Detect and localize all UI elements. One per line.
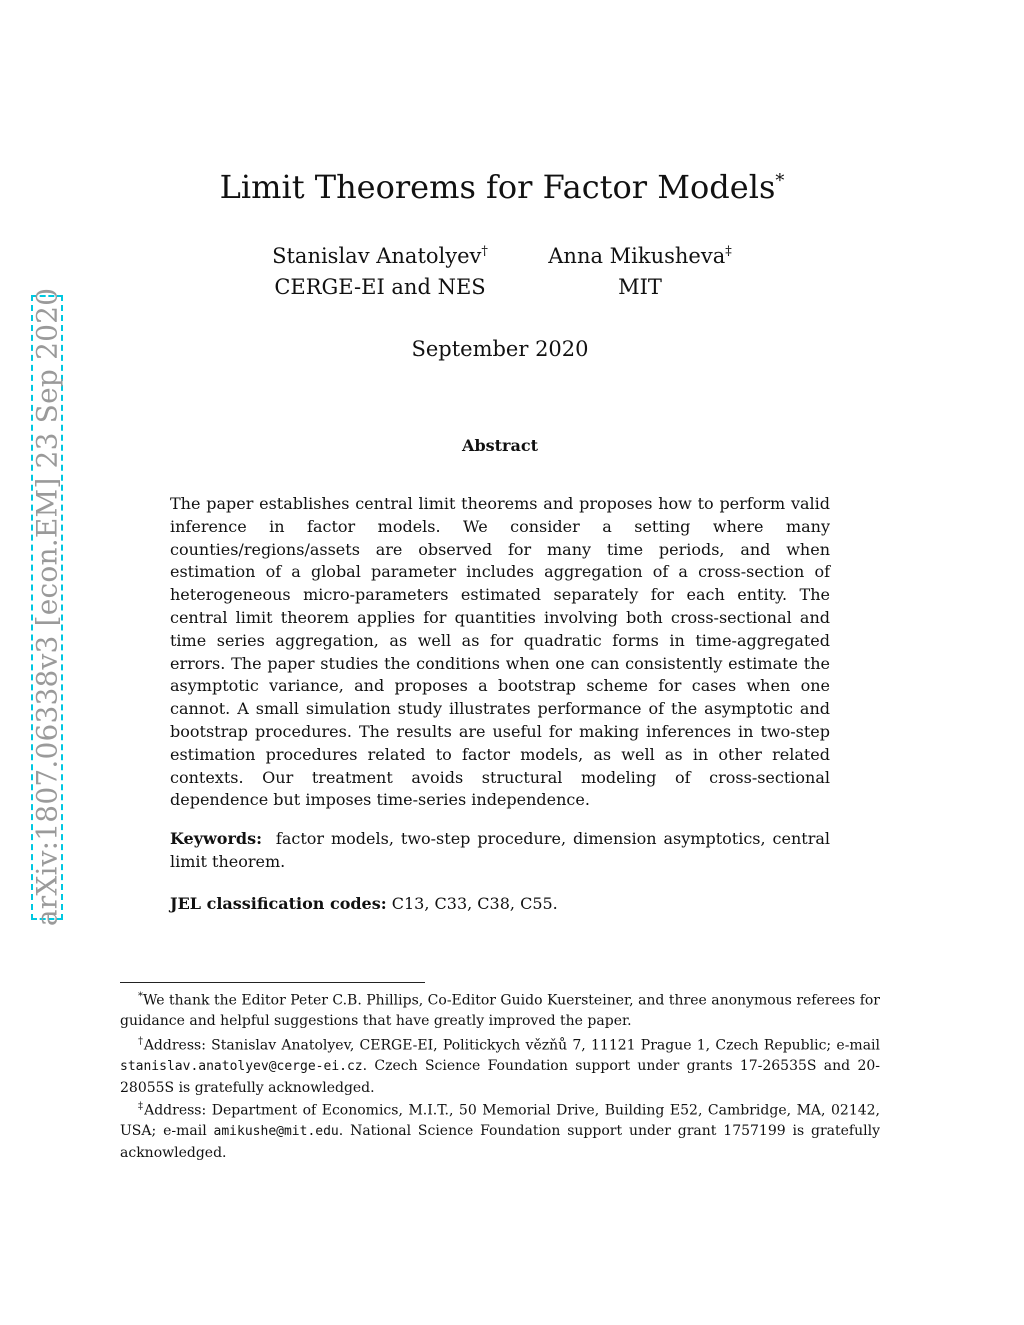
author-affiliation: MIT bbox=[618, 275, 662, 299]
footnote-acknowledgements bbox=[120, 987, 880, 1032]
email-link[interactable]: amikushe@mit.edu bbox=[213, 1124, 339, 1140]
footnote-mark: † bbox=[138, 1036, 144, 1047]
paper-title-text: Limit Theorems for Factor Models bbox=[219, 168, 776, 206]
author-block-mikusheva bbox=[530, 236, 750, 303]
author-footnote-mark[interactable]: † bbox=[481, 244, 488, 259]
email-link[interactable]: stanislav.anatolyev@cerge-ei.cz bbox=[120, 1059, 363, 1075]
footnote-divider bbox=[120, 982, 425, 983]
author-footnote-mark[interactable]: ‡ bbox=[725, 244, 732, 259]
footnote-text: We thank the Editor Peter C.B. Phillips, Co-Editor Guido Kuersteiner, and three anonymous referees for guidance and helpful suggestions that have greatly improved the paper. bbox=[120, 992, 880, 1030]
footnote-text: . Czech Science Foundation support under grants 17-26535S and 20-28055S is gratefully acknowledged. bbox=[120, 1058, 880, 1096]
footnote-mark: ‡ bbox=[138, 1101, 145, 1112]
title-footnote-mark[interactable]: * bbox=[775, 170, 785, 192]
jel-label: JEL classification codes: bbox=[170, 894, 387, 913]
footnote-text: Address: Department of Economics, M.I.T., 50 Memorial Drive, Building E52, Cambridge, MA, 02142, USA; e-mail bbox=[120, 1102, 881, 1140]
keywords-label: Keywords: bbox=[170, 829, 263, 848]
keywords-text: factor models, two-step procedure, dimension asymptotics, central limit theorem. bbox=[170, 829, 831, 871]
keywords-section bbox=[170, 827, 830, 873]
author-name bbox=[250, 236, 510, 272]
arxiv-identifier[interactable]: arXiv:1807.06338v3 [econ.EM] 23 Sep 2020 bbox=[30, 287, 64, 927]
author-name bbox=[530, 236, 750, 272]
author-affiliation: CERGE-EI and NES bbox=[274, 275, 486, 299]
jel-codes-section bbox=[170, 892, 830, 915]
jel-codes-text: C13, C33, C38, C55. bbox=[391, 894, 558, 913]
author-name-text: Anna Mikusheva bbox=[548, 244, 726, 268]
abstract-heading: Abstract bbox=[462, 436, 538, 455]
footnote-anatolyev-address bbox=[120, 1032, 880, 1098]
author-block-anatolyev bbox=[250, 236, 510, 303]
author-name-text: Stanislav Anatolyev bbox=[272, 244, 482, 268]
publication-date: September 2020 bbox=[411, 337, 589, 361]
paper-title bbox=[0, 168, 1004, 206]
footnote-mark: * bbox=[138, 991, 143, 1002]
footnote-text: . National Science Foundation support under grant 1757199 is gratefully acknowledged. bbox=[120, 1123, 880, 1161]
footnote-text: Address: Stanislav Anatolyev, CERGE-EI, Politickych vězňů 7, 11121 Prague 1, Czech Republic; e-mail bbox=[143, 1037, 880, 1054]
abstract-body: The paper establishes central limit theorems and proposes how to perform valid inference in factor models. We consider a setting where many counties/regions/assets are observed for many time periods, and when estimation of a global parameter includes aggregation of a cross-section of heterogeneous micro-parameters estimated separately for each entity. The central limit theorem applies for quantities involving both cross-sectional and time series aggregation, as well as for quadratic forms in time-aggregated errors. The paper studies the conditions when one can consistently estimate the asymptotic variance, and proposes a bootstrap scheme for cases when one cannot. A small simulation study illustrates performance of the asymptotic and bootstrap procedures. The results are useful for making inferences in two-step estimation procedures related to factor models, as well as in other related contexts. Our treatment avoids structural modeling of cross-sectional dependence but imposes time-series independence. bbox=[170, 494, 830, 810]
footnote-mikusheva-address bbox=[120, 1097, 880, 1163]
